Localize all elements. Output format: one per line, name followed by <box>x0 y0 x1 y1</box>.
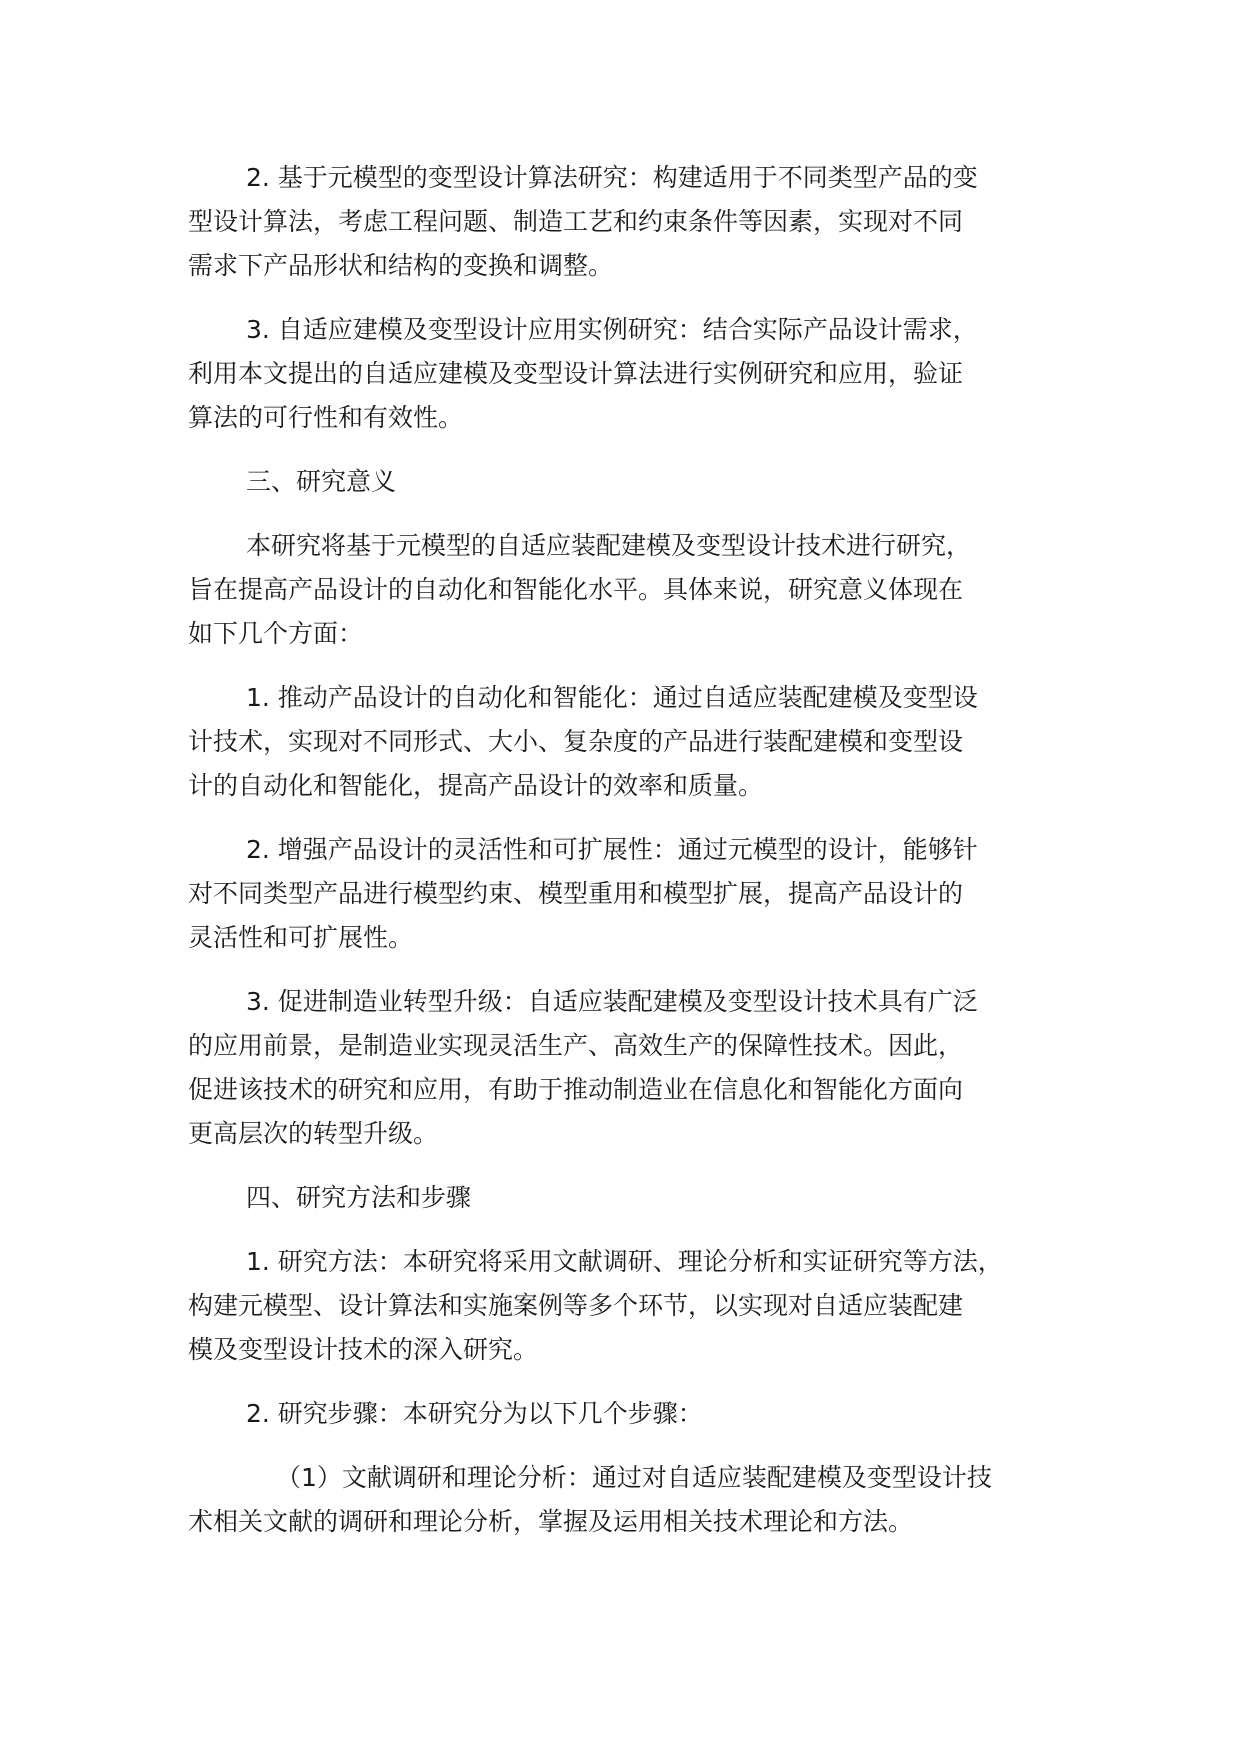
paragraph-automation-intelligence <box>188 676 1048 808</box>
text-line: 型设计算法，考虑工程问题、制造工艺和约束条件等因素，实现对不同 <box>188 207 964 236</box>
text-line: 算法的可行性和有效性。 <box>188 403 464 432</box>
text-line: 1. 推动产品设计的自动化和智能化：通过自适应装配建模及变型设 <box>246 683 978 712</box>
paragraph-research-methods <box>188 1240 1048 1372</box>
paragraph-variant-design-algorithm <box>188 156 1048 288</box>
text-line: 1. 研究方法：本研究将采用文献调研、理论分析和实证研究等方法， <box>246 1247 1003 1276</box>
paragraph-research-steps <box>188 1392 1048 1436</box>
text-line: 需求下产品形状和结构的变换和调整。 <box>188 251 614 280</box>
text-line: 术相关文献的调研和理论分析，掌握及运用相关技术理论和方法。 <box>188 1507 914 1536</box>
paragraph-step-literature-review <box>188 1456 1048 1544</box>
text-line: 旨在提高产品设计的自动化和智能化水平。具体来说，研究意义体现在 <box>188 575 964 604</box>
text-line: 计的自动化和智能化，提高产品设计的效率和质量。 <box>188 771 764 800</box>
text-line: 3. 自适应建模及变型设计应用实例研究：结合实际产品设计需求， <box>246 315 978 344</box>
text-line: 灵活性和可扩展性。 <box>188 923 414 952</box>
section-heading-research-significance <box>188 460 1048 504</box>
document-body <box>188 156 1048 1564</box>
text-line: 对不同类型产品进行模型约束、模型重用和模型扩展，提高产品设计的 <box>188 879 964 908</box>
heading-text: 四、研究方法和步骤 <box>246 1183 472 1212</box>
text-line: 本研究将基于元模型的自适应装配建模及变型设计技术进行研究， <box>246 531 972 560</box>
text-line: 利用本文提出的自适应建模及变型设计算法进行实例研究和应用，验证 <box>188 359 964 388</box>
text-line: 如下几个方面： <box>188 619 364 648</box>
text-line: 构建元模型、设计算法和实施案例等多个环节，以实现对自适应装配建 <box>188 1291 964 1320</box>
text-line: 模及变型设计技术的深入研究。 <box>188 1335 539 1364</box>
paragraph-application-case-study <box>188 308 1048 440</box>
text-line: 2. 增强产品设计的灵活性和可扩展性：通过元模型的设计，能够针 <box>246 835 978 864</box>
text-line: 更高层次的转型升级。 <box>188 1119 439 1148</box>
heading-text: 三、研究意义 <box>246 467 397 496</box>
paragraph-flexibility-extensibility <box>188 828 1048 960</box>
text-line: 2. 基于元模型的变型设计算法研究：构建适用于不同类型产品的变 <box>246 163 978 192</box>
section-heading-methods-steps <box>188 1176 1048 1220</box>
text-line: 的应用前景，是制造业实现灵活生产、高效生产的保障性技术。因此， <box>188 1031 964 1060</box>
text-line: 2. 研究步骤：本研究分为以下几个步骤： <box>246 1399 703 1428</box>
paragraph-significance-intro <box>188 524 1048 656</box>
paragraph-manufacturing-upgrade <box>188 980 1048 1156</box>
text-line: 计技术，实现对不同形式、大小、复杂度的产品进行装配建模和变型设 <box>188 727 964 756</box>
text-line: （1）文献调研和理论分析：通过对自适应装配建模及变型设计技 <box>276 1463 992 1492</box>
text-line: 3. 促进制造业转型升级：自适应装配建模及变型设计技术具有广泛 <box>246 987 978 1016</box>
text-line: 促进该技术的研究和应用，有助于推动制造业在信息化和智能化方面向 <box>188 1075 964 1104</box>
